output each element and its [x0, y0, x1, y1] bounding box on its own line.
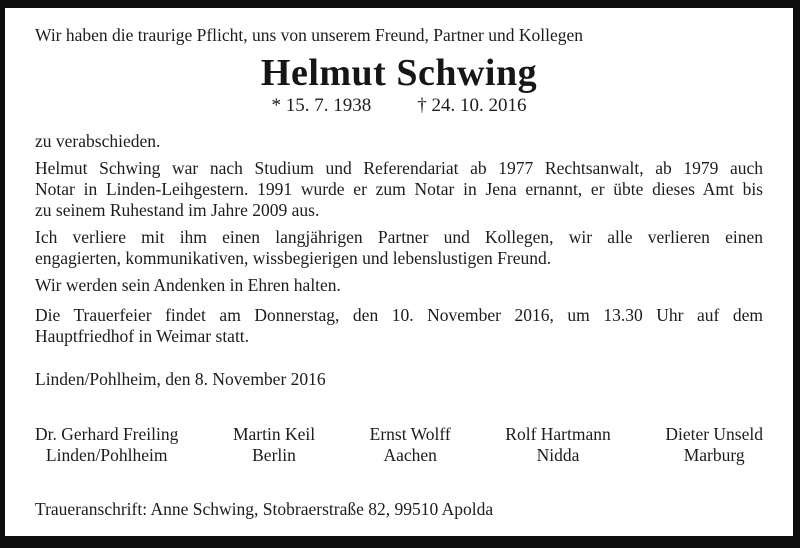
paragraph-line: Hauptfriedhof in Weimar statt. [35, 326, 250, 346]
mourner-name: Martin Keil [232, 424, 316, 444]
mourner-city: Aachen [383, 445, 437, 465]
intro-line: Wir haben die traurige Pflicht, uns von unserem Freund, Partner und Kollegen [35, 25, 583, 45]
mourner-city: Linden/Pohlheim [45, 445, 168, 465]
paragraph-line: Ich verliere mit ihm einen langjährigen Partner und Kollegen, wir alle verlieren einen [35, 227, 763, 247]
paragraph-line: zu seinem Ruhestand im Jahre 2009 aus. [35, 200, 320, 220]
paragraph-line: engagierten, kommunikativen, wissbegierigen und lebenslustigen Freund. [35, 248, 552, 268]
mourner-city: Berlin [252, 445, 296, 465]
paragraph-tribute [35, 227, 763, 269]
mourner-name: Dieter Unseld [665, 424, 763, 444]
mourner-column [233, 424, 315, 466]
farewell-line: zu verabschieden. [35, 131, 161, 151]
paragraph-career [35, 158, 763, 221]
paragraph-line: Helmut Schwing war nach Studium und Referendariat ab 1977 Rechtsanwalt, ab 1979 auch [35, 158, 763, 178]
mourner-name: Dr. Gerhard Freiling [35, 424, 179, 444]
paragraph-line: Die Trauerfeier findet am Donnerstag, den 10. November 2016, um 13.30 Uhr auf dem [35, 305, 763, 325]
paragraph-line: Notar in Linden-Leihgestern. 1991 wurde er zum Notar in Jena ernannt, er übte dieses Amt bis [35, 179, 763, 199]
mourner-column [370, 424, 451, 466]
mourner-column [35, 424, 178, 466]
mourner-column [505, 424, 610, 466]
mourner-column [665, 424, 763, 466]
paragraph-remembrance [35, 275, 763, 296]
death-date: † 24. 10. 2016 [417, 95, 527, 116]
mourner-city: Marburg [683, 445, 745, 465]
deceased-name: Helmut Schwing [260, 52, 538, 94]
mourners-row [35, 424, 763, 466]
paragraph-funeral [35, 305, 763, 347]
place-dateline: Linden/Pohlheim, den 8. November 2016 [35, 369, 326, 389]
mourner-city: Nidda [536, 445, 580, 465]
mourning-address: Traueranschrift: Anne Schwing, Stobraerstraße 82, 99510 Apolda [35, 499, 494, 519]
mourner-name: Rolf Hartmann [505, 424, 611, 444]
mourner-name: Ernst Wolff [369, 424, 451, 444]
birth-date: * 15. 7. 1938 [271, 95, 372, 116]
life-dates [35, 94, 763, 118]
paragraph-line: Wir werden sein Andenken in Ehren halten. [35, 275, 341, 295]
